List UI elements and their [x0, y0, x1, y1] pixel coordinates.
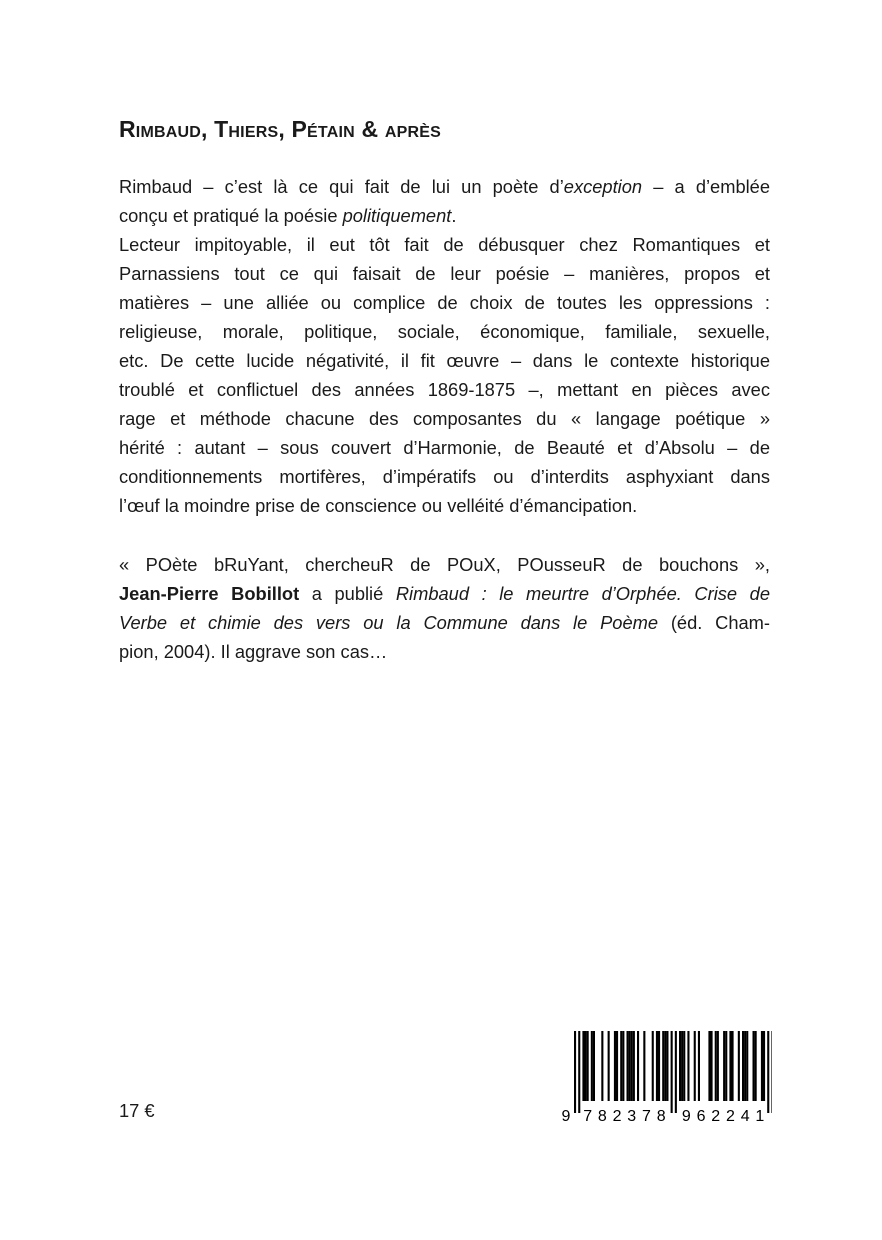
- text-segment: religieuse, morale, politique, sociale, économique, familiale, sexuelle,: [119, 321, 770, 342]
- emphasis-text: Verbe et chimie des vers ou la Commune dans le Poème: [119, 612, 659, 633]
- text-segment: etc. De cette lucide négativité, il fit œuvre – dans le contexte historique: [119, 350, 770, 371]
- barcode-bar: [616, 1031, 618, 1101]
- barcode-digit: 7: [641, 1108, 651, 1125]
- barcode-bar: [601, 1031, 603, 1101]
- text-segment: a publié: [299, 583, 396, 604]
- emphasis-text: exception: [563, 176, 643, 197]
- barcode-digit: 2: [725, 1108, 735, 1125]
- text-segment: rage et méthode chacune des composantes du « langage poétique »: [119, 408, 770, 429]
- text-segment: l’œuf la moindre prise de conscience ou velléité d’émancipation.: [119, 495, 638, 516]
- barcode-bar: [717, 1031, 719, 1101]
- text-line: [119, 608, 770, 637]
- barcode-bar: [637, 1031, 639, 1101]
- barcode-bar: [681, 1031, 683, 1101]
- price-label: 17 €: [119, 1100, 155, 1121]
- barcode-bar: [622, 1031, 624, 1101]
- text-line: [119, 259, 770, 288]
- barcode-bar: [591, 1031, 593, 1101]
- barcode-bar: [683, 1031, 685, 1101]
- text-segment: pion, 2004). Il aggrave son cas…: [119, 641, 388, 662]
- text-line: [119, 404, 770, 433]
- barcode-bar: [627, 1031, 629, 1101]
- barcode-bar: [763, 1031, 765, 1101]
- barcode-bar: [664, 1031, 666, 1101]
- blurb-paragraph: [119, 172, 770, 520]
- text-segment: – a d’emblée: [642, 176, 771, 197]
- barcode-digit: 2: [711, 1108, 721, 1125]
- text-segment: (éd. Cham-: [658, 612, 770, 633]
- barcode-bar: [694, 1031, 696, 1101]
- barcode-bar: [723, 1031, 725, 1101]
- barcode-bar: [608, 1031, 610, 1101]
- barcode-digit: 3: [627, 1108, 637, 1125]
- barcode-digit: 8: [597, 1108, 607, 1125]
- barcode-digit: 6: [696, 1108, 706, 1125]
- barcode-digit: 4: [740, 1108, 750, 1125]
- barcode-bar: [755, 1031, 757, 1101]
- text-line: [119, 462, 770, 491]
- barcode-bar: [715, 1031, 717, 1101]
- barcode-digit: 9: [681, 1108, 691, 1125]
- barcode-bar: [666, 1031, 668, 1101]
- text-line: [119, 433, 770, 462]
- barcode-bar: [698, 1031, 700, 1101]
- barcode-bar: [593, 1031, 595, 1101]
- barcode-bar: [729, 1031, 731, 1101]
- author-name: Jean-Pierre Bobillot: [119, 583, 300, 604]
- text-segment: Lecteur impitoyable, il eut tôt fait de débusquer chez Romantiques et: [119, 234, 770, 255]
- text-line: [119, 172, 770, 201]
- barcode-digit: 8: [656, 1108, 666, 1125]
- text-segment: troublé et conflictuel des années 1869-1875 –, mettant en pièces avec: [119, 379, 770, 400]
- barcode-bar: [587, 1031, 589, 1101]
- text-segment: Parnassiens tout ce qui faisait de leur poésie – manières, propos et: [119, 263, 770, 284]
- barcode-bar: [643, 1031, 645, 1101]
- text-segment: Rimbaud – c’est là ce qui fait de lui un poète d’: [119, 176, 564, 197]
- barcode-bar: [633, 1031, 635, 1101]
- barcode-bar: [687, 1031, 689, 1101]
- barcode-bar: [652, 1031, 654, 1101]
- barcode-bar: [711, 1031, 713, 1101]
- text-segment: conçu et pratiqué la poésie: [119, 205, 343, 226]
- text-segment: matières – une alliée ou complice de choix de toutes les oppressions :: [119, 292, 770, 313]
- barcode-digit: 2: [612, 1108, 622, 1125]
- emphasis-text: politiquement: [342, 205, 452, 226]
- barcode-bar: [671, 1031, 673, 1113]
- barcode-bar: [744, 1031, 746, 1101]
- barcode-bar: [679, 1031, 681, 1101]
- text-line: [119, 317, 770, 346]
- text-segment: hérité : autant – sous couvert d’Harmonie, de Beauté et d’Absolu – de: [119, 437, 770, 458]
- barcode-bar: [725, 1031, 727, 1101]
- barcode-bar: [742, 1031, 744, 1101]
- text-segment: .: [451, 205, 457, 226]
- barcode-bar: [658, 1031, 660, 1101]
- barcode-bar: [767, 1031, 769, 1113]
- barcode-bar: [662, 1031, 664, 1101]
- text-segment: « POète bRuYant, chercheuR de POuX, POusseuR de bouchons »,: [119, 554, 770, 575]
- barcode-bar: [620, 1031, 622, 1101]
- barcode-bar: [746, 1031, 748, 1101]
- text-line: [119, 201, 770, 230]
- barcode-bar: [771, 1031, 772, 1113]
- barcode-bar: [585, 1031, 587, 1101]
- barcode-bar: [574, 1031, 576, 1113]
- barcode-bar: [656, 1031, 658, 1101]
- barcode-bar: [761, 1031, 763, 1101]
- page-title: Rimbaud, Thiers, Pétain & après: [119, 116, 441, 142]
- text-line: [119, 375, 770, 404]
- barcode-bar: [578, 1031, 580, 1113]
- text-line: [119, 491, 770, 520]
- text-line: [119, 346, 770, 375]
- barcode-bar: [614, 1031, 616, 1101]
- barcode-digit: 1: [755, 1108, 765, 1125]
- barcode-bar: [708, 1031, 710, 1101]
- barcode-bar: [629, 1031, 631, 1101]
- barcode-bar: [631, 1031, 633, 1101]
- text-line: [119, 550, 770, 579]
- isbn-barcode: [560, 1031, 772, 1127]
- text-segment: conditionnements mortifères, d’impératifs ou d’interdits asphyxiant dans: [119, 466, 770, 487]
- text-line: [119, 637, 770, 666]
- barcode-digit: 9: [561, 1108, 571, 1125]
- text-line: [119, 288, 770, 317]
- emphasis-text: Rimbaud : le meurtre d’Orphée. Crise de: [395, 583, 770, 604]
- text-line: [119, 230, 770, 259]
- barcode-bar: [753, 1031, 755, 1101]
- barcode-bar: [732, 1031, 734, 1101]
- author-paragraph: [119, 550, 770, 666]
- text-line: [119, 579, 770, 608]
- barcode-bar: [582, 1031, 584, 1101]
- barcode-bar: [675, 1031, 677, 1113]
- barcode-bar: [738, 1031, 740, 1101]
- barcode-digit: 7: [583, 1108, 593, 1125]
